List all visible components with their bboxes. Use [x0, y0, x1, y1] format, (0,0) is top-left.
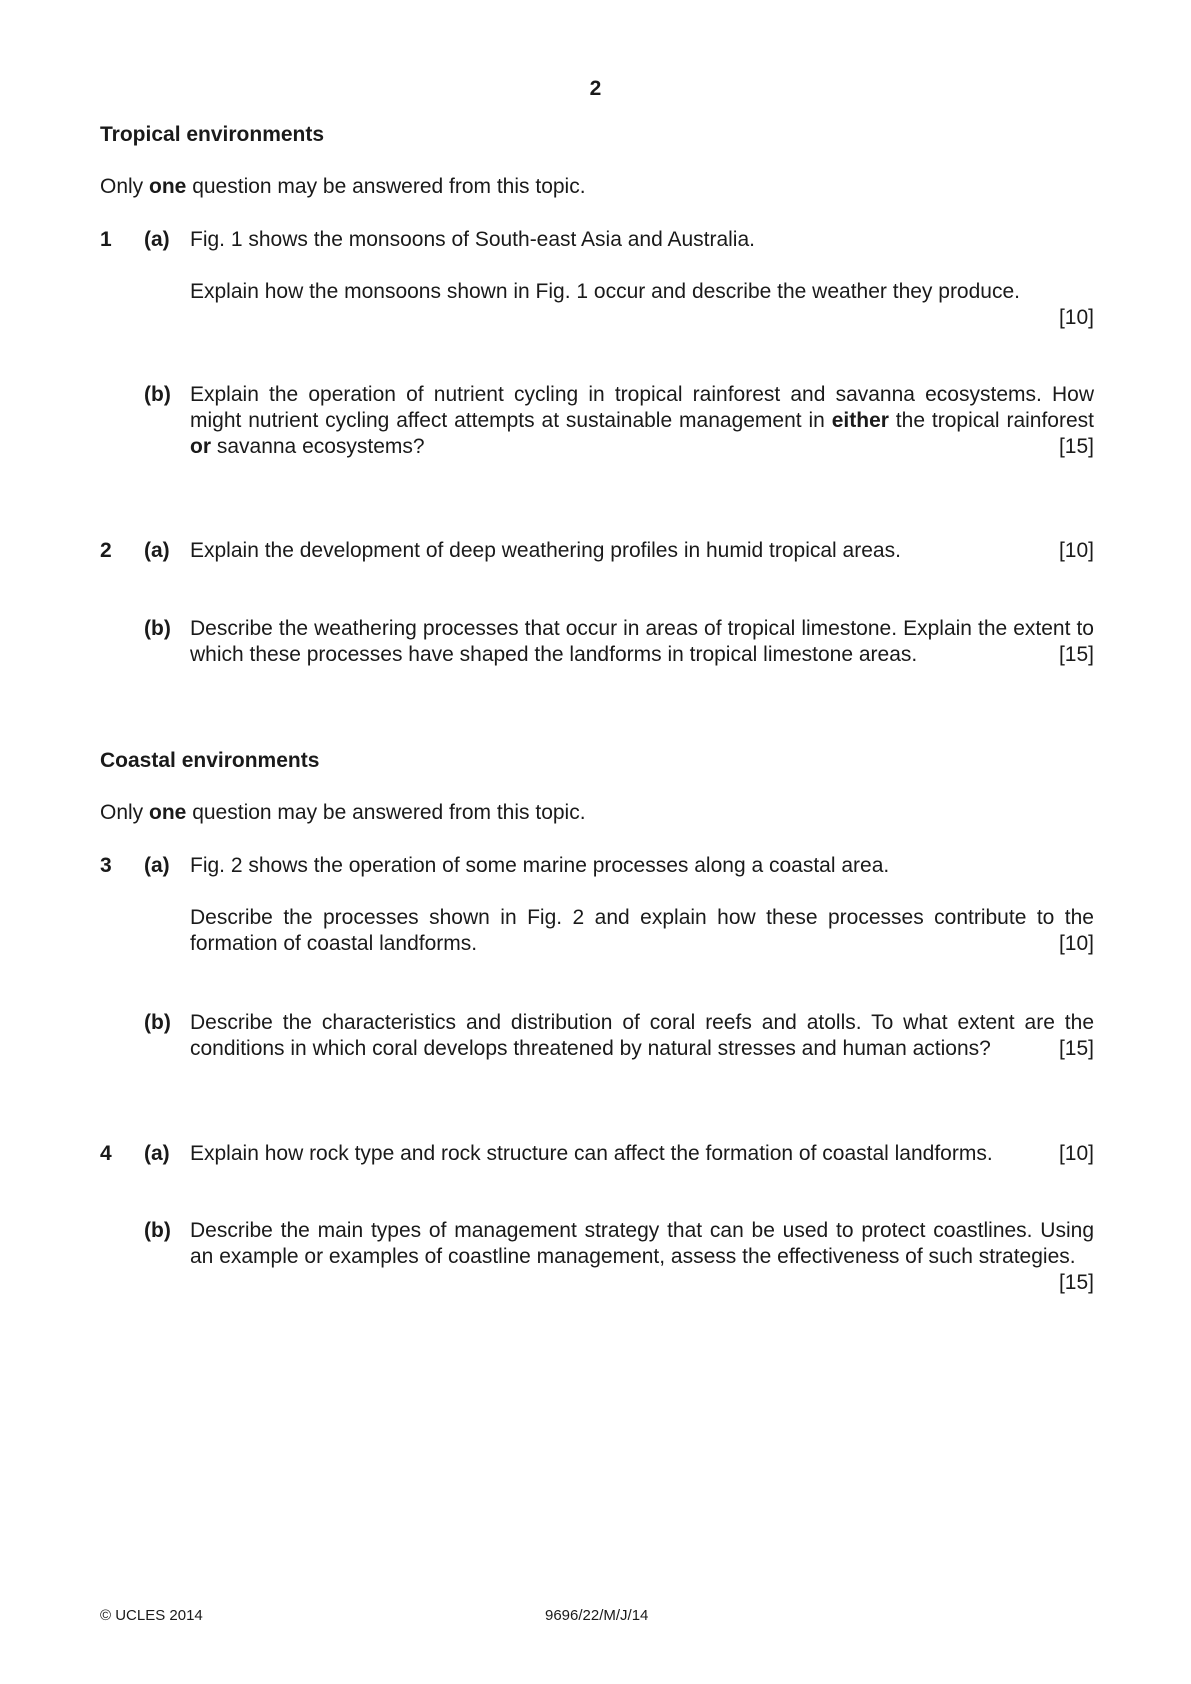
question-3a-label: (a) — [144, 854, 170, 877]
question-3b-label: (b) — [144, 1011, 171, 1034]
section-intro-tropical — [100, 174, 586, 200]
intro-text-end: question may be answered from this topic. — [186, 801, 586, 824]
question-4a-text — [190, 1141, 1094, 1167]
intro-text-bold: one — [149, 801, 187, 824]
question-1b-text — [190, 382, 1094, 460]
question-2a-body: Explain the development of deep weathering profiles in humid tropical areas. — [190, 539, 901, 562]
footer-copyright: © UCLES 2014 — [100, 1607, 203, 1624]
question-1b-either: either — [831, 409, 889, 432]
question-2b-body: Describe the weathering processes that occur in areas of tropical limestone. Explain the extent to which these processes have shaped the landforms in tropical limestone areas. — [190, 617, 1094, 666]
question-1a-mark: [10] — [1058, 306, 1094, 329]
intro-text-start: Only — [100, 801, 150, 824]
question-3a-line1: Fig. 2 shows the operation of some marine processes along a coastal area. — [190, 854, 890, 877]
question-3a-body: Describe the processes shown in Fig. 2 and explain how these processes contribute to the formation of coastal landforms. — [190, 906, 1094, 955]
intro-text-start: Only — [100, 175, 150, 198]
question-1b-or: or — [190, 435, 211, 458]
question-1b-text-part3: the tropical rainforest — [888, 409, 1094, 432]
intro-text-end: question may be answered from this topic. — [186, 175, 586, 198]
question-1a-line1: Fig. 1 shows the monsoons of South-east Asia and Australia. — [190, 228, 755, 251]
question-4b-mark: [15] — [1058, 1271, 1094, 1294]
question-2a-label: (a) — [144, 539, 170, 562]
question-2b-mark: [15] — [1058, 643, 1094, 666]
question-number-1: 1 — [100, 228, 112, 251]
question-1a-line2: Explain how the monsoons shown in Fig. 1 occur and describe the weather they produce. — [190, 280, 1020, 303]
question-4a-body: Explain how rock type and rock structure can affect the formation of coastal landforms. — [190, 1142, 993, 1165]
question-4b-label: (b) — [144, 1219, 171, 1242]
intro-text-bold: one — [149, 175, 187, 198]
question-4a-mark: [10] — [1058, 1142, 1094, 1165]
question-3b-text — [190, 1010, 1094, 1062]
question-3b-body: Describe the characteristics and distribution of coral reefs and atolls. To what extent are the conditions in which coral develops threatened by natural stresses and human actions? — [190, 1011, 1094, 1060]
question-1b-text-part1: Explain the operation of nutrient cycling in tropical rainforest and savanna ecosystems. How might nutrient cycling affect attempts at sustainable management in — [190, 383, 1094, 432]
question-4b-body: Describe the main types of management strategy that can be used to protect coastlines. Using an example or examples of coastline management, assess the effectiveness of such strategies. — [190, 1219, 1094, 1268]
footer-exam-code: 9696/22/M/J/14 — [545, 1607, 649, 1624]
question-3b-mark: [15] — [1058, 1037, 1094, 1060]
question-2a-mark: [10] — [1058, 539, 1094, 562]
question-1b-text-part5: savanna ecosystems? — [211, 435, 425, 458]
question-3a-line2 — [190, 905, 1094, 957]
question-1b-label: (b) — [144, 383, 171, 406]
question-number-2: 2 — [100, 539, 112, 562]
question-1b-mark: [15] — [1058, 435, 1094, 458]
question-1a-label: (a) — [144, 228, 170, 251]
page-number: 2 — [589, 77, 602, 100]
question-number-4: 4 — [100, 1142, 112, 1165]
question-3a-mark: [10] — [1058, 932, 1094, 955]
question-2b-label: (b) — [144, 617, 171, 640]
question-2b-text — [190, 616, 1094, 668]
section-heading-tropical: Tropical environments — [100, 123, 325, 146]
question-4a-label: (a) — [144, 1142, 170, 1165]
question-4b-text — [190, 1218, 1094, 1296]
question-number-3: 3 — [100, 854, 112, 877]
section-heading-coastal: Coastal environments — [100, 749, 320, 772]
question-2a-text — [190, 538, 1094, 564]
section-intro-coastal — [100, 800, 586, 826]
